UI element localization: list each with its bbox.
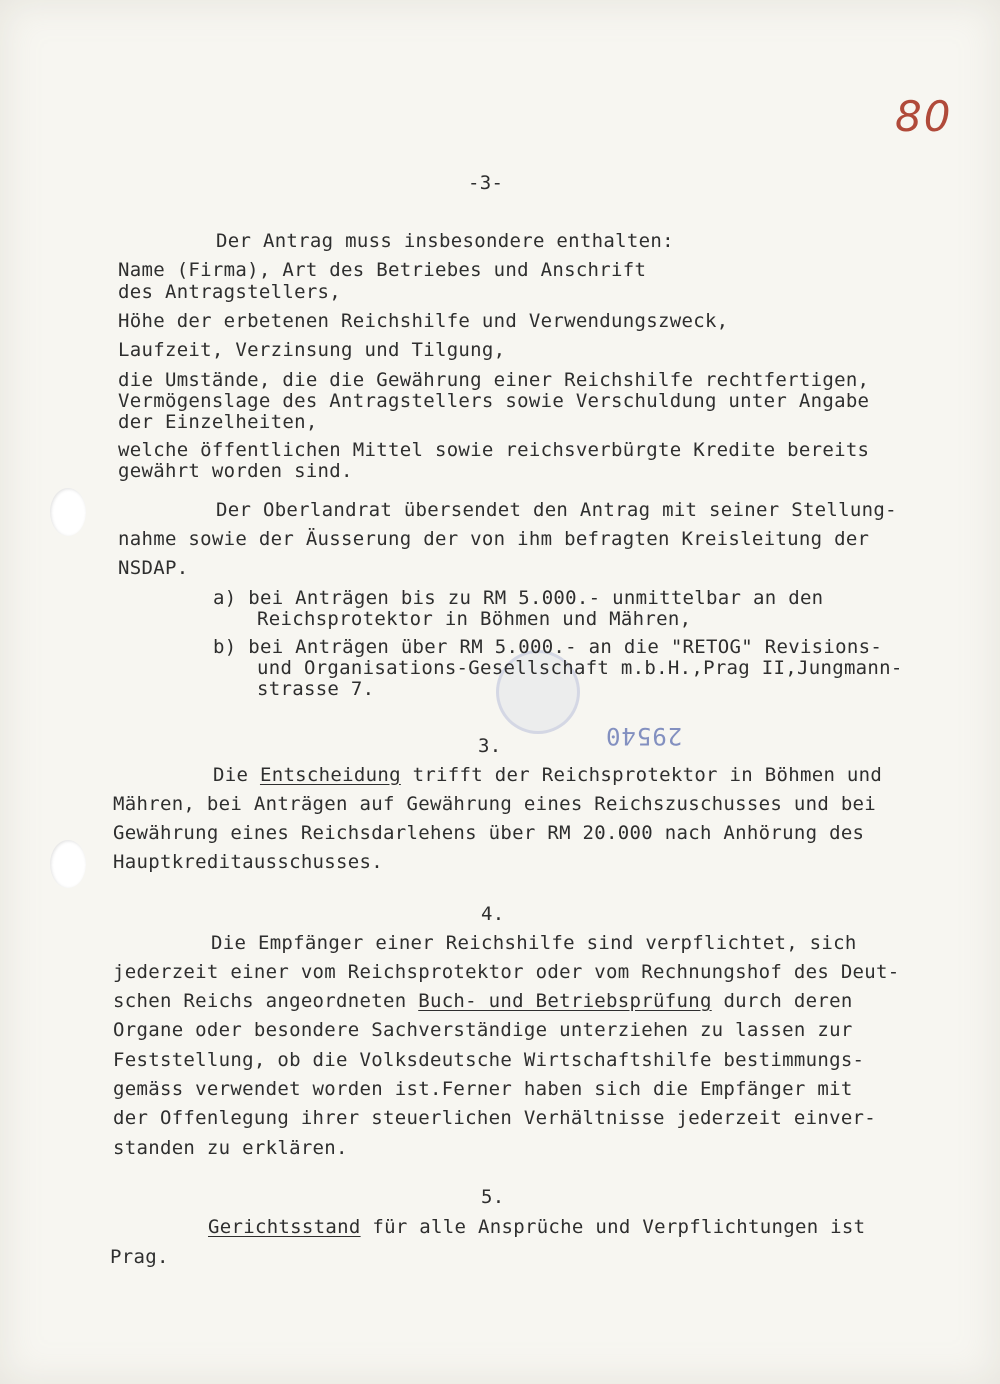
- paragraph-line: Mähren, bei Anträgen auf Gewährung eines Reichszuschusses und bei: [113, 793, 877, 815]
- sub-item-b: und Organisations-Gesellschaft m.b.H.,Prag II,Jungmann-: [257, 657, 903, 679]
- paragraph-line: Der Oberlandrat übersendet den Antrag mit seiner Stellung-: [216, 499, 897, 521]
- registry-number: 29540: [605, 722, 683, 750]
- paragraph-line: Prag.: [110, 1246, 169, 1268]
- underlined-term: Gerichtsstand: [208, 1216, 361, 1238]
- underlined-term: Entscheidung: [259, 764, 401, 786]
- list-item: des Antragstellers,: [118, 281, 342, 303]
- paragraph-line: der Offenlegung ihrer steuerlichen Verhältnisse jederzeit einver-: [113, 1107, 877, 1129]
- paragraph-line: Die Empfänger einer Reichshilfe sind verpflichtet, sich: [211, 932, 857, 954]
- section-number: 4.: [481, 903, 505, 925]
- list-item: Höhe der erbetenen Reichshilfe und Verwendungszweck,: [118, 310, 729, 332]
- section2-intro: Der Antrag muss insbesondere enthalten:: [216, 230, 674, 252]
- sub-item-a: a) bei Anträgen bis zu RM 5.000.- unmittelbar an den: [213, 587, 824, 609]
- paragraph-line: jederzeit einer vom Reichsprotektor oder vom Rechnungshof des Deut-: [113, 961, 900, 983]
- text-run: durch deren: [711, 990, 853, 1012]
- paragraph-line: [208, 1216, 865, 1238]
- underlined-term: Buch- und Betriebsprüfung: [418, 990, 712, 1012]
- list-item: der Einzelheiten,: [118, 411, 318, 433]
- paragraph-line: NSDAP.: [118, 557, 189, 579]
- list-item: Vermögenslage des Antragstellers sowie Verschuldung unter Angabe: [118, 390, 870, 412]
- list-item: Name (Firma), Art des Betriebes und Anschrift: [118, 259, 647, 281]
- list-item: welche öffentlichen Mittel sowie reichsverbürgte Kredite bereits: [118, 439, 870, 461]
- paragraph-line: [213, 764, 882, 786]
- list-item: Laufzeit, Verzinsung und Tilgung,: [118, 339, 506, 361]
- paragraph-line: standen zu erklären.: [113, 1137, 348, 1159]
- list-item: gewährt worden sind.: [118, 460, 353, 482]
- text-run: schen Reichs angeordneten: [113, 990, 419, 1012]
- paragraph-line: Feststellung, ob die Volksdeutsche Wirtschaftshilfe bestimmungs-: [113, 1049, 865, 1071]
- section-number: 5.: [481, 1186, 505, 1208]
- sub-item-b: b) bei Anträgen über RM 5.000.- an die "RETOG" Revisions-: [213, 636, 883, 658]
- list-item: die Umstände, die die Gewährung einer Reichshilfe rechtfertigen,: [118, 369, 870, 391]
- sub-item-a: Reichsprotektor in Böhmen und Mähren,: [257, 608, 692, 630]
- punch-hole: [50, 488, 86, 536]
- folio-number: 80: [895, 92, 953, 141]
- page-number: -3-: [468, 172, 504, 194]
- paragraph-line: nahme sowie der Äusserung der von ihm befragten Kreisleitung der: [118, 528, 870, 550]
- paragraph-line: [113, 990, 853, 1012]
- punch-hole: [50, 840, 86, 888]
- text-run: Die: [213, 764, 260, 786]
- paragraph-line: gemäss verwendet worden ist.Ferner haben sich die Empfänger mit: [113, 1078, 853, 1100]
- text-run: für alle Ansprüche und Verpflichtungen ist: [360, 1216, 866, 1238]
- paragraph-line: Hauptkreditausschusses.: [113, 851, 383, 873]
- paragraph-line: Gewährung eines Reichsdarlehens über RM 20.000 nach Anhörung des: [113, 822, 865, 844]
- sub-item-b: strasse 7.: [257, 678, 375, 700]
- text-run: trifft der Reichsprotektor in Böhmen und: [400, 764, 883, 786]
- paragraph-line: Organe oder besondere Sachverständige unterziehen zu lassen zur: [113, 1019, 853, 1041]
- section-number: 3.: [478, 735, 502, 757]
